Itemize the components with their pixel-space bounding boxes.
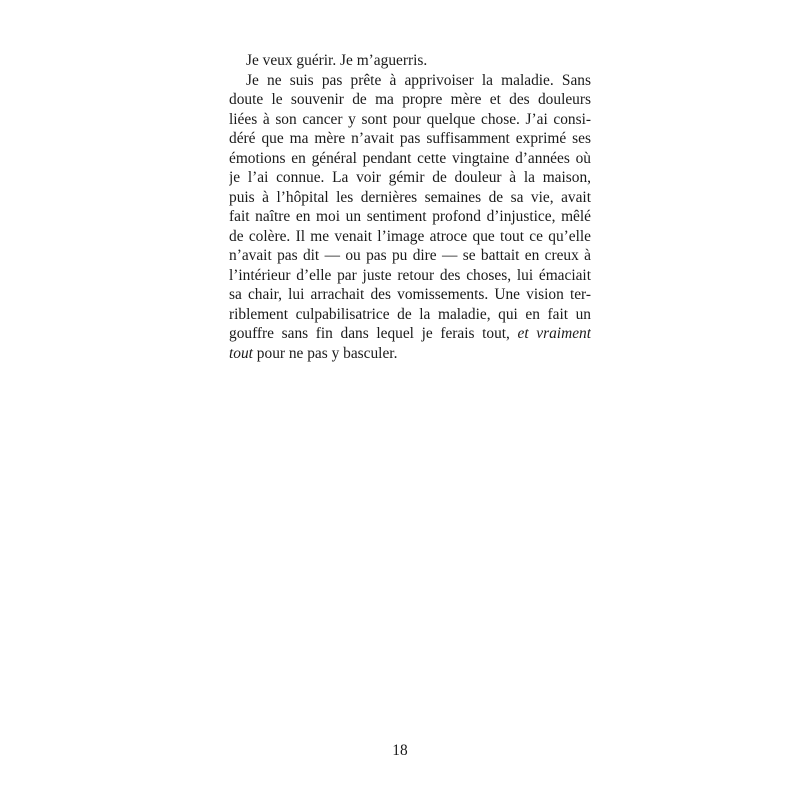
paragraph-2-line: sa chair, lui arrachait des vomissements. Une vision ter- xyxy=(229,286,591,303)
paragraph-2-line: l’intérieur d’elle par juste retour des choses, lui émaciait xyxy=(229,266,591,284)
plain-text-run: gouffre sans fin dans lequel je ferais tout, xyxy=(229,325,518,342)
italic-text-run: tout xyxy=(229,344,253,362)
paragraph-2-line: Je ne suis pas prête à apprivoiser la maladie. Sans xyxy=(246,71,591,89)
paragraph-2-line: de colère. Il me venait l’image atroce que tout ce qu’elle xyxy=(229,227,591,245)
paragraph-2-line: liées à son cancer y sont pour quelque chose. J’ai consi- xyxy=(229,110,591,128)
paragraph-2-last-line xyxy=(229,344,591,364)
paragraph-1-line: Je veux guérir. Je m’aguerris. xyxy=(246,52,428,69)
paragraph-2-line: puis à l’hôpital les dernières semaines de sa vie, avait xyxy=(229,188,591,206)
paragraph-2-line: émotions en général pendant cette vingtaine d’années où xyxy=(229,149,591,167)
paragraph-2-line: fait naître en moi un sentiment profond d’injustice, mêlé xyxy=(229,208,591,225)
page-number: 18 xyxy=(392,742,408,759)
paragraph-2-line: doute le souvenir de ma propre mère et des douleurs xyxy=(229,91,591,108)
paragraph-2-line-mixed xyxy=(229,324,591,344)
paragraph-2-line: je l’ai connue. La voir gémir de douleur à la maison, xyxy=(229,169,591,186)
paragraph-2-line: riblement culpabilisatrice de la maladie, qui en fait un xyxy=(229,305,591,323)
body-text xyxy=(229,51,591,363)
plain-text-run: pour ne pas y basculer. xyxy=(252,344,398,362)
paragraph-2-line: déré que ma mère n’avait pas suffisamment exprimé ses xyxy=(229,130,591,147)
paragraph-2-line: n’avait pas dit — ou pas pu dire — se battait en creux à xyxy=(229,247,591,264)
italic-text-run: et vraiment xyxy=(517,325,591,342)
